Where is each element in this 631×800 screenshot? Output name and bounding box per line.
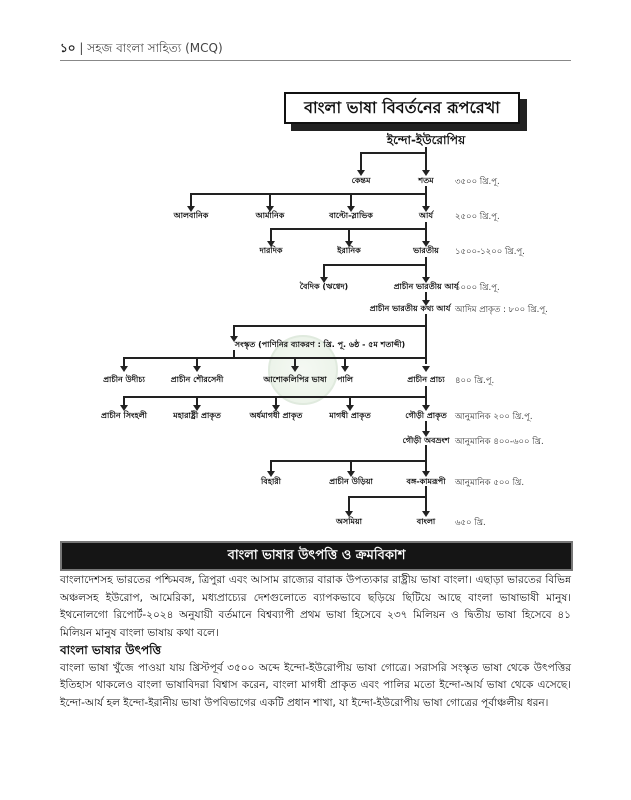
connector xyxy=(425,222,427,243)
node-daradik: দারদিক xyxy=(259,246,283,255)
node-old-indo-aryan: প্রাচীন ভারতীয় আর্য xyxy=(393,282,459,291)
node-old-oriya: প্রাচীন উড়িয়া xyxy=(329,477,373,486)
header-separator: | xyxy=(79,41,84,55)
connector xyxy=(190,193,427,195)
arrowhead xyxy=(193,366,201,372)
node-indo-european: ইন্দো-ইউরোপিয় xyxy=(386,133,466,147)
node-balto-slavic: বাল্টো-স্লাভিক xyxy=(329,211,373,220)
date-label: আদিম প্রাকৃত : ৮০০ খ্রি.পূ. xyxy=(455,305,548,315)
node-bangla: বাংলা xyxy=(416,517,436,526)
node-albanik: আলবানিক xyxy=(173,211,209,220)
node-iranik: ইরানিক xyxy=(337,246,361,255)
connector xyxy=(323,264,427,266)
connector xyxy=(270,460,427,462)
node-maharashtri: মহারাষ্ট্রী প্রাকৃত xyxy=(173,411,221,420)
arrowhead xyxy=(341,366,349,372)
subheading: বাংলা ভাষার উৎপত্তি xyxy=(60,643,162,657)
diagram-title: বাংলা ভাষা বিবর্তনের রূপরেখা xyxy=(284,92,520,124)
paragraph-1: বাংলাদেশসহ ভারতের পশ্চিমবঙ্গ, ত্রিপুরা এবং আসাম রাজ্যের বারাক উপত্যকার রাষ্ট্রীয় ভাষা বাংলা। এছাড়া ভারতের বিভিন্ন অঞ্চলসহ ইউরোপ, আমেরিকা, মধ্যপ্রাচ্যের দেশগুলোতে ব্যাপকভাবে ছড়িয়ে ছিটিয়ে আছে বাংলা ভাষাভাষী মানুষ। ইথনোলগো রিপোর্ট-২০২৪ অনুযায়ী বর্তমানে বিশ্বব্যাপী প্রথম ভাষা হিসেবে ২৩৭ মিলিয়ন ও দ্বিতীয় ভাষা হিসেবে ৪১ মিলিয়ন মানুষ বাংলা ভাষায় কথা বলে। xyxy=(60,574,571,639)
node-banga-kamrupi: বঙ্গ-কামরূপী xyxy=(406,477,446,486)
node-bharatiya: ভারতীয় xyxy=(413,246,439,255)
arrowhead xyxy=(422,366,430,372)
date-label: আনুমানিক ৪০০-৬০০ খ্রি. xyxy=(455,437,544,447)
arrowhead xyxy=(120,366,128,372)
node-spoken-old-indo-aryan: প্রাচীন ভারতীয় কথ্য আর্য xyxy=(369,304,451,313)
node-magadhi: মাগধী প্রাকৃত xyxy=(329,411,371,420)
node-vedic: বৈদিক (ঋগ্বেদ) xyxy=(299,282,349,291)
node-pali: পালি xyxy=(336,375,354,384)
connector xyxy=(233,325,427,327)
date-label: ৩৫০০ খ্রি.পূ. xyxy=(455,177,500,187)
node-ardhamagadhi: অর্ধমাগধী প্রাকৃত xyxy=(249,411,303,420)
section-content xyxy=(60,572,571,712)
connector xyxy=(425,257,427,279)
node-bihari: বিহারী xyxy=(261,477,281,486)
node-prachya: প্রাচীন প্রাচ্য xyxy=(407,375,445,384)
connector xyxy=(425,486,427,513)
node-sanskrit: সংস্কৃত (পাণিনির ব্যাকরণ : খ্রি. পূ. ৬ষ্ঠ - ৫ম শতাব্দী) xyxy=(234,340,406,349)
section-banner: বাংলা ভাষার উৎপত্তি ও ক্রমবিকাশ xyxy=(60,541,573,571)
connector xyxy=(425,445,427,472)
node-gauri-prakrit: গৌড়ী প্রাকৃত xyxy=(405,411,447,420)
connector xyxy=(360,152,362,172)
connector xyxy=(425,186,427,208)
connector xyxy=(348,496,427,498)
node-asamiya: অসমিয়া xyxy=(336,517,362,526)
book-title: সহজ বাংলা সাহিত্য (MCQ) xyxy=(87,41,223,55)
connector xyxy=(360,152,427,154)
node-shaurseni: প্রাচীন শৌরসেনী xyxy=(170,375,224,384)
node-shatam: শতম xyxy=(418,176,434,185)
node-udichya: প্রাচীন উদীচ্য xyxy=(103,375,145,384)
date-label: ২৫০০ খ্রি.পূ. xyxy=(455,212,500,222)
node-gauri-apabhramsha: গৌড়ী অবভ্রংশ xyxy=(402,436,450,445)
node-kentum: কেন্তম xyxy=(351,176,371,185)
node-ashoka-language: আশোকলিপির ভাষা xyxy=(263,375,327,384)
date-label: আনুমানিক ৫০০ খ্রি. xyxy=(455,478,525,488)
date-label: ৪০০ খ্রি.পূ. xyxy=(455,376,495,386)
paragraph-2: বাংলা ভাষা খুঁজে পাওয়া যায় খ্রিস্টপূর্ব ৩৫০০ অব্দে ইন্দো-ইউরোপীয় ভাষা গোত্রে। সরাসরি সংস্কৃত ভাষা থেকে উৎপত্তির ইতিহাস থাকলেও বাংলা ভাষাবিদরা বিশ্বাস করেন, বাংলা মাগধী প্রাকৃত এবং পালির মতো ইন্দো-আর্য ভাষা থেকে এসেছে। ইন্দো-আর্য হল ইন্দো-ইরানীয় ভাষা উপবিভাগের একটি প্রধান শাখা, যা ইন্দো-ইউরোপীয় ভাষা গোত্রের পূর্বাঞ্চলীয় ধরন। xyxy=(60,661,571,709)
date-label: ১০০০ খ্রি.পূ. xyxy=(455,283,500,293)
page-number: ১০ xyxy=(60,41,76,55)
node-arya: আর্য xyxy=(419,211,433,220)
arrowhead xyxy=(291,366,299,372)
date-label: ৬৫০ খ্রি. xyxy=(455,518,486,528)
node-armanik: আর্মানিক xyxy=(255,211,285,220)
node-sinhali: প্রাচীন সিংহলী xyxy=(101,411,147,420)
date-label: আনুমানিক ২০০ খ্রি.পূ. xyxy=(455,412,533,422)
connector xyxy=(123,357,427,359)
date-label: ১৫০০-১২০০ খ্রি.পূ. xyxy=(455,247,525,257)
